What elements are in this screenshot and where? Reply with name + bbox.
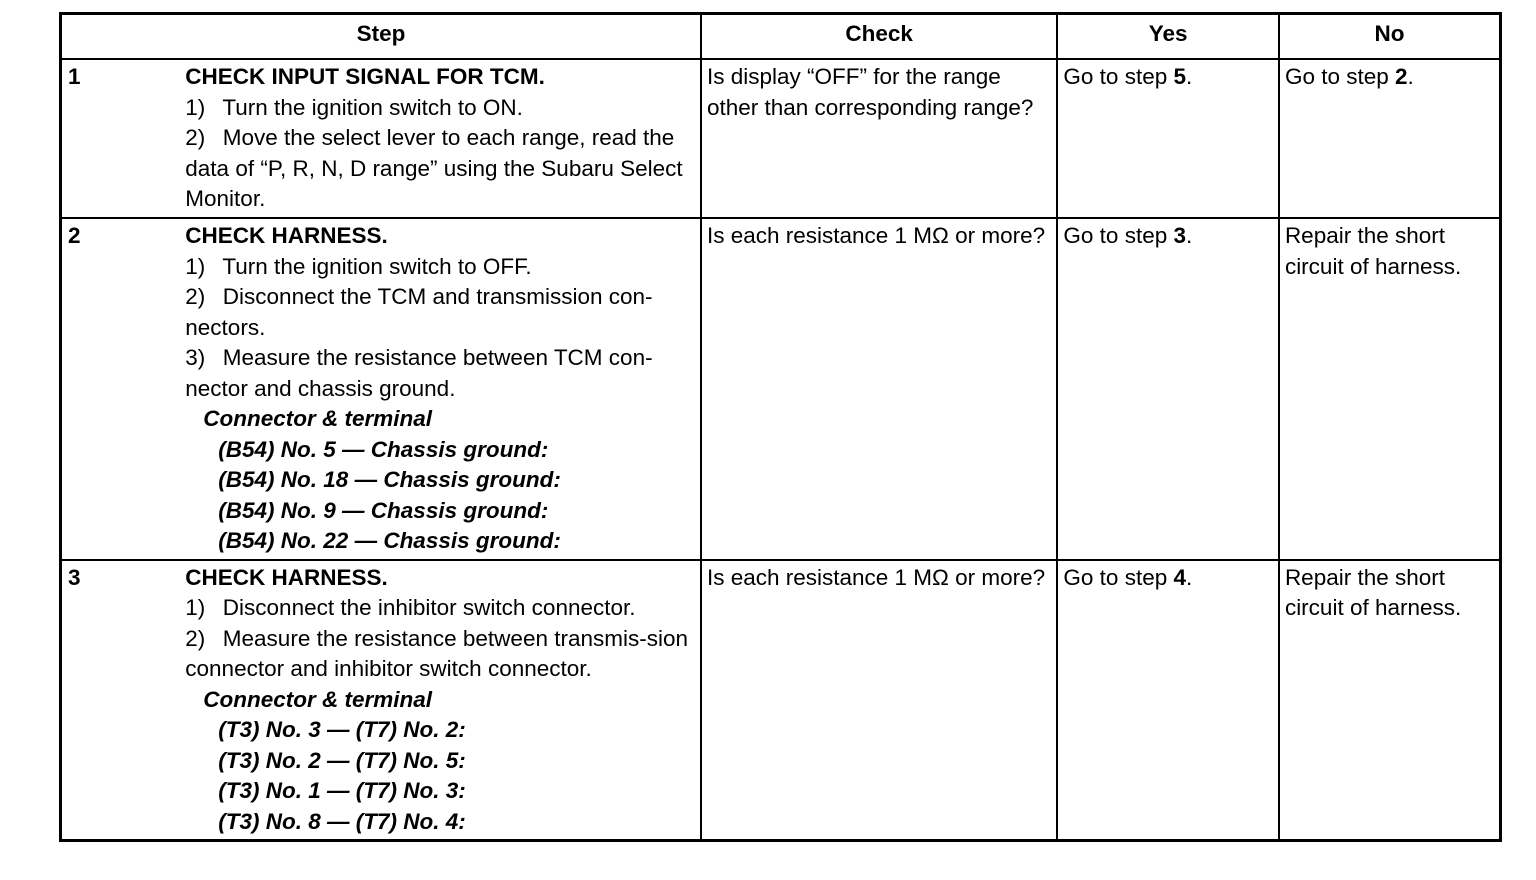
step-description: [175, 560, 701, 841]
no-prefix: Go to step: [1284, 64, 1395, 89]
header-yes: Yes: [1057, 14, 1279, 60]
step-number: 2: [61, 218, 176, 560]
instruction: 2) Disconnect the TCM and transmission con-nectors.: [185, 284, 653, 340]
no-step-number: 2: [1395, 64, 1408, 89]
header-check: Check: [701, 14, 1057, 60]
yes-step-number: 5: [1173, 64, 1186, 89]
connector-spec: (T3) No. 2 — (T7) No. 5:: [218, 747, 466, 773]
connector-spec: (B54) No. 22 — Chassis ground:: [218, 528, 561, 553]
instruction: 2) Move the select lever to each range, read the data of “P, R, N, D range” using the Subaru Select Monitor.: [185, 125, 683, 211]
table-row: [61, 59, 1501, 218]
check-question: Is display “OFF” for the range other than corresponding range?: [701, 59, 1057, 218]
instruction: 2) Measure the resistance between transmis-sion connector and inhibitor switch connector.: [185, 625, 689, 681]
yes-action: [1057, 560, 1279, 841]
header-row: [61, 14, 1501, 60]
yes-suffix: .: [1185, 64, 1193, 89]
yes-suffix: .: [1185, 223, 1193, 248]
connector-spec: (T3) No. 3 — (T7) No. 2:: [218, 717, 466, 742]
connector-terminal-heading: Connector & terminal: [203, 686, 433, 712]
yes-suffix: .: [1185, 564, 1193, 590]
instruction: 1) Turn the ignition switch to ON.: [185, 94, 523, 120]
step-description: [175, 218, 701, 560]
instruction: 1) Turn the ignition switch to OFF.: [185, 253, 532, 279]
step-description: [175, 59, 701, 218]
yes-prefix: Go to step: [1063, 64, 1174, 89]
header-step: Step: [61, 14, 701, 60]
instruction: 1) Disconnect the inhibitor switch connector.: [185, 595, 636, 620]
step-title: CHECK HARNESS.: [185, 564, 388, 590]
connector-spec: (B54) No. 18 — Chassis ground:: [218, 467, 561, 492]
connector-spec: (B54) No. 5 — Chassis ground:: [218, 436, 549, 462]
connector-terminal-heading: Connector & terminal: [203, 406, 433, 431]
step-title: CHECK HARNESS.: [185, 223, 388, 248]
yes-prefix: Go to step: [1063, 564, 1174, 590]
no-action: [1279, 59, 1501, 218]
step-title: CHECK INPUT SIGNAL FOR TCM.: [185, 64, 545, 89]
no-suffix: .: [1407, 64, 1414, 89]
no-action: Repair the short circuit of harness.: [1279, 218, 1501, 560]
connector-spec: (T3) No. 8 — (T7) No. 4:: [218, 808, 466, 834]
yes-action: [1057, 59, 1279, 218]
yes-step-number: 3: [1173, 223, 1186, 248]
yes-step-number: 4: [1173, 564, 1186, 590]
connector-spec: (B54) No. 9 — Chassis ground:: [218, 497, 549, 523]
step-number: 3: [61, 560, 176, 841]
connector-spec: (T3) No. 1 — (T7) No. 3:: [218, 778, 466, 803]
table-row: [61, 560, 1501, 841]
yes-prefix: Go to step: [1063, 223, 1174, 248]
header-no: No: [1279, 14, 1501, 60]
step-number: 1: [61, 59, 176, 218]
check-question: Is each resistance 1 MΩ or more?: [701, 560, 1057, 841]
table-row: [61, 218, 1501, 560]
yes-action: [1057, 218, 1279, 560]
check-question: Is each resistance 1 MΩ or more?: [701, 218, 1057, 560]
instruction: 3) Measure the resistance between TCM con-nector and chassis ground.: [185, 345, 653, 401]
no-action: Repair the short circuit of harness.: [1279, 560, 1501, 841]
diagnostic-table: [59, 12, 1502, 842]
